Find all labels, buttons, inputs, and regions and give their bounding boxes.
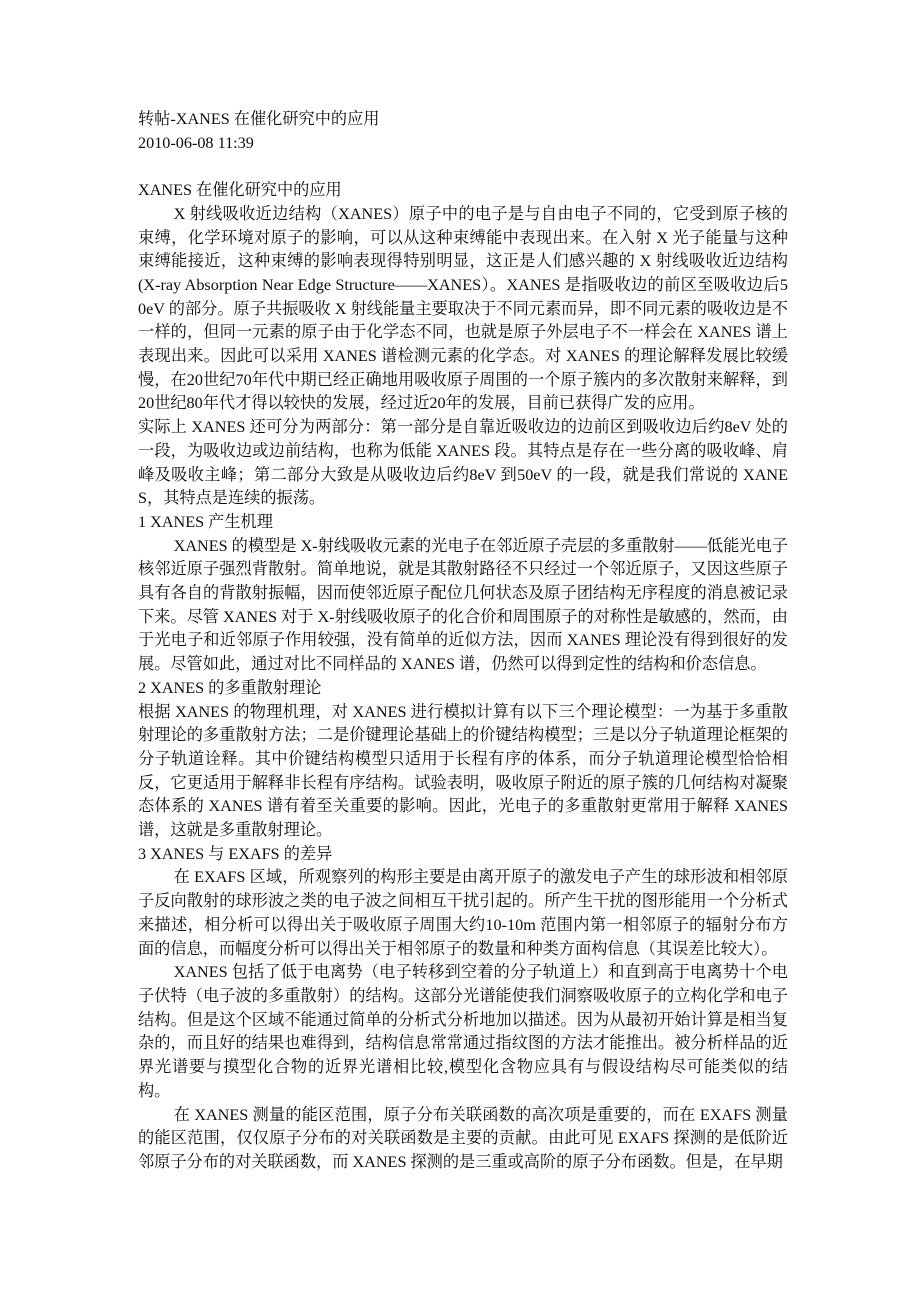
document-header <box>138 108 788 155</box>
post-timestamp: 2010-06-08 11:39 <box>138 133 254 152</box>
section-3-paragraph-1: 在 EXAFS 区域，所观察列的构形主要是由离开原子的激发电子产生的球形波和相邻原子反向散射的球形波之类的电子波之间相互干扰引起的。所产生干扰的图形能用一个分析式来描述，相分析可以得出关于吸收原子周围大约10-10m 范围内第一相邻原子的辐射分布方面的信息，而幅度分析可以得出关于相邻原子的数量和种类方面构信息（其误差比较大）。 <box>138 868 788 958</box>
paragraph-intro: X 射线吸收近边结构（XANES）原子中的电子是与自由电子不同的，它受到原子核的束缚，化学环境对原子的影响，可以从这种束缚能中表现出来。在入射 X 光子能量与这种束缚能接近，这种束缚的影响表现得特别明显，这正是人们感兴趣的 X 射线吸收近边结构(X-ray Absorption Near Edge Structure——XANES）。XANES 是指吸收边的前区至吸收边后50eV 的部分。原子共振吸收 X 射线能量主要取决于不同元素而异，即不同元素的吸收边是不一样的，但同一元素的原子由于化学态不同，也就是原子外层电子不一样会在 XANES 谱上表现出来。因此可以采用 XANES 谱检测元素的化学态。对 XANES 的理论解释发展比较缓慢，在20世纪70年代中期已经正确地用吸收原子周围的一个原子簇内的多次散射来解释，到20世纪80年代才得以较快的发展，经过近20年的发展，目前已获得广发的应用。 <box>138 204 788 413</box>
section-1-paragraph: XANES 的模型是 X-射线吸收元素的光电子在邻近原子壳层的多重散射——低能光电子核邻近原子强烈背散射。简单地说，就是其散射路径不只经过一个邻近原子，又因这些原子具有各自的背散射振幅，因而使邻近原子配位几何状态及原子团结构无序程度的消息被记录下来。尽管 XANES 对于 X-射线吸收原子的化合价和周围原子的对称性是敏感的，然而，由于光电子和近邻原子作用较强，没有简单的近似方法，因而 XANES 理论没有得到很好的发展。尽管如此，通过对比不同样品的 XANES 谱，仍然可以得到定性的结构和价态信息。 <box>138 536 788 674</box>
document-body <box>138 179 788 1175</box>
paragraph-two-parts: 实际上 XANES 还可分为两部分：第一部分是自靠近吸收边的边前区到吸收边后约8eV 处的一段，为吸收边或边前结构，也称为低能 XANES 段。其特点是存在一些分离的吸收峰、肩峰及吸收主峰；第二部分大致是从吸收边后约8eV 到50eV 的一段，就是我们常说的 XANES，其特点是连续的振荡。 <box>138 418 788 508</box>
section-heading-1: 1 XANES 产生机理 <box>138 512 273 531</box>
section-3-paragraph-3: 在 XANES 测量的能区范围，原子分布关联函数的高次项是重要的，而在 EXAFS 测量的能区范围，仅仅原子分布的对关联函数是主要的贡献。由此可见 EXAFS 探测的是低阶近邻原子分布的对关联函数，而 XANES 探测的是三重或高阶的原子分布函数。但是，在早期 <box>138 1105 788 1171</box>
section-3-paragraph-2: XANES 包括了低于电离势（电子转移到空着的分子轨道上）和直到高于电离势十个电子伏特（电子波的多重散射）的结构。这部分光谱能使我们洞察吸收原子的立构化学和电子结构。但是这个区域不能通过简单的分析式分析地加以描述。因为从最初开始计算是相当复杂的，而且好的结果也难得到，结构信息常常通过指纹图的方法才能推出。被分析样品的近界光谱要与摸型化合物的近界光谱相比较,模型化含物应具有与假设结构尽可能类似的结构。 <box>138 963 788 1100</box>
page-title: XANES 在催化研究中的应用 <box>138 181 342 200</box>
repost-title: 转帖-XANES 在催化研究中的应用 <box>138 110 380 128</box>
section-heading-2: 2 XANES 的多重散射理论 <box>138 678 322 697</box>
section-2-paragraph: 根据 XANES 的物理机理，对 XANES 进行模拟计算有以下三个理论模型：一为基于多重散射理论的多重散射方法；二是价键理论基础上的价键结构模型；三是以分子轨道理论框架的分子轨道诠释。其中价键结构模型只适用于长程有序的体系，而分子轨道理论模型恰恰相反，它更适用于解释非长程有序结构。试验表明，吸收原子附近的原子簇的几何结构对凝聚态体系的 XANES 谱有着至关重要的影响。因此，光电子的多重散射更常用于解释 XANES 谱，这就是多重散射理论。 <box>138 702 788 840</box>
section-heading-3: 3 XANES 与 EXAFS 的差异 <box>138 844 333 863</box>
